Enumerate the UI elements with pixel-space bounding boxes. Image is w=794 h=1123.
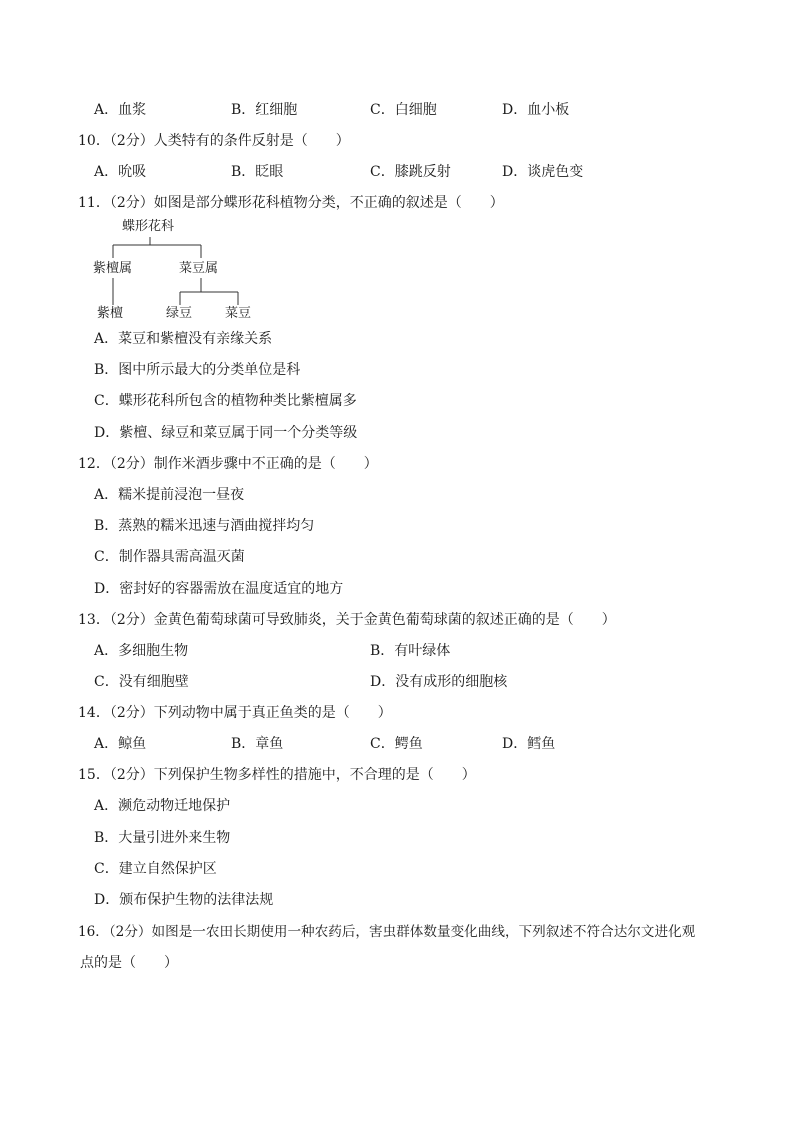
q16-stem-line2: 点的是（ ） [80, 955, 178, 971]
q15-option-a[interactable]: A．濒危动物迁地保护 [94, 798, 231, 814]
q12-option-b[interactable]: B．蒸熟的糯米迅速与酒曲搅拌均匀 [94, 518, 315, 534]
q16-stem-line1: 16．（2分）如图是一农田长期使用一种农药后，害虫群体数量变化曲线，下列叙述不符合达尔文进化观 [78, 924, 696, 940]
q12-stem: 12．（2分）制作米酒步骤中不正确的是（ ） [78, 456, 378, 472]
tree-species-mung-bean: 绿豆 [166, 306, 193, 321]
q14-option-a[interactable]: A．鲸鱼 [94, 736, 147, 752]
tree-root-family: 蝶形花科 [122, 219, 175, 234]
q13-stem: 13．（2分）金黄色葡萄球菌可导致肺炎，关于金黄色葡萄球菌的叙述正确的是（ ） [78, 612, 616, 628]
q11-option-b[interactable]: B．图中所示最大的分类单位是科 [94, 362, 301, 378]
q13-option-c[interactable]: C．没有细胞壁 [94, 674, 189, 690]
q9-option-b[interactable]: B．红细胞 [231, 102, 298, 118]
q13-option-a[interactable]: A．多细胞生物 [94, 643, 189, 659]
tree-genus-pterocarpus: 紫檀属 [93, 261, 133, 276]
q14-option-d[interactable]: D．鳕鱼 [502, 736, 556, 752]
q10-stem: 10．（2分）人类特有的条件反射是（ ） [78, 133, 350, 149]
q12-option-c[interactable]: C．制作器具需高温灭菌 [94, 549, 245, 565]
q12-option-a[interactable]: A．糯米提前浸泡一昼夜 [94, 487, 245, 503]
q14-option-b[interactable]: B．章鱼 [231, 736, 284, 752]
q11-option-d[interactable]: D．紫檀、绿豆和菜豆属于同一个分类等级 [94, 425, 358, 441]
q10-option-a[interactable]: A．吮吸 [94, 164, 147, 180]
q9-option-c[interactable]: C．白细胞 [370, 102, 437, 118]
q10-option-c[interactable]: C．膝跳反射 [370, 164, 451, 180]
q9-option-a[interactable]: A．血浆 [94, 102, 147, 118]
q11-stem: 11．（2分）如图是部分蝶形花科植物分类，不正确的叙述是（ ） [78, 195, 504, 211]
tree-species-kidney-bean: 菜豆 [225, 306, 252, 321]
q12-option-d[interactable]: D．密封好的容器需放在温度适宜的地方 [94, 581, 344, 597]
q13-option-d[interactable]: D．没有成形的细胞核 [370, 674, 508, 690]
q15-option-c[interactable]: C．建立自然保护区 [94, 861, 217, 877]
q14-stem: 14．（2分）下列动物中属于真正鱼类的是（ ） [78, 705, 392, 721]
q15-option-d[interactable]: D．颁布保护生物的法律法规 [94, 892, 274, 908]
q11-option-c[interactable]: C．蝶形花科所包含的植物种类比紫檀属多 [94, 393, 357, 409]
tree-genus-phaseolus: 菜豆属 [179, 261, 219, 276]
q9-option-d[interactable]: D．血小板 [502, 102, 570, 118]
q15-option-b[interactable]: B．大量引进外来生物 [94, 830, 231, 846]
tree-species-zitan: 紫檀 [97, 306, 124, 321]
q15-stem: 15．（2分）下列保护生物多样性的措施中，不合理的是（ ） [78, 767, 476, 783]
q13-option-b[interactable]: B．有叶绿体 [370, 643, 451, 659]
q14-option-c[interactable]: C．鳄鱼 [370, 736, 423, 752]
q10-option-d[interactable]: D．谈虎色变 [502, 164, 584, 180]
q11-option-a[interactable]: A．菜豆和紫檀没有亲缘关系 [94, 331, 273, 347]
q10-option-b[interactable]: B．眨眼 [231, 164, 284, 180]
